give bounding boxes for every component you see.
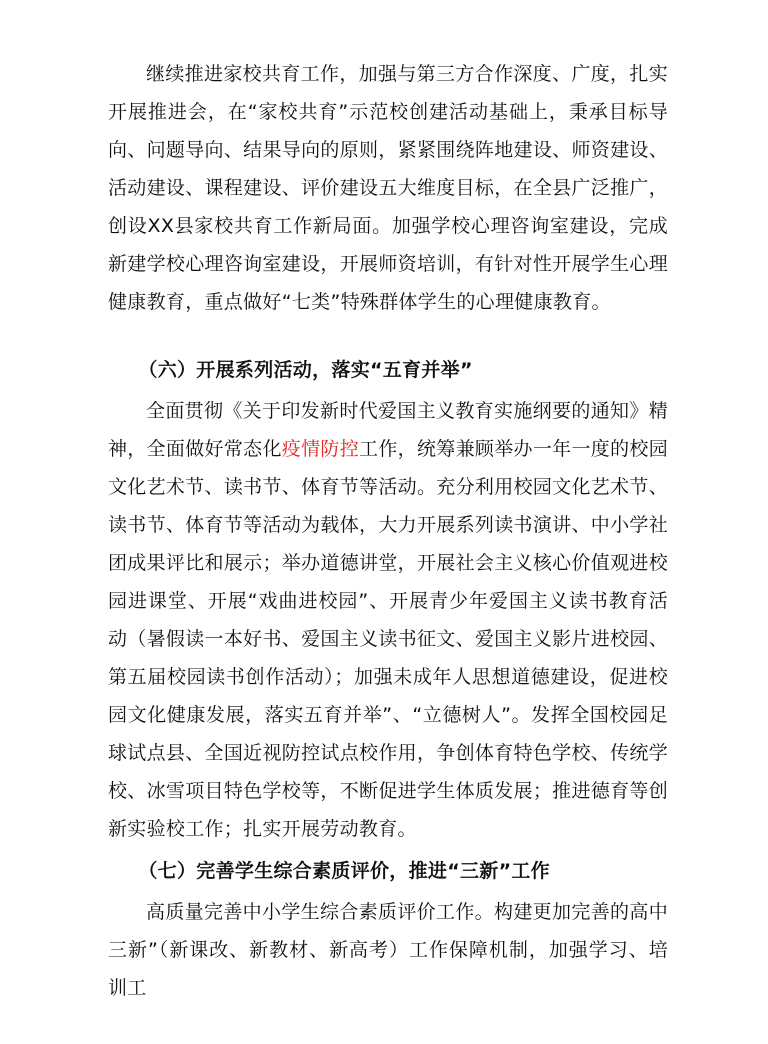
paragraph-activities [108,392,668,848]
paragraph-home-school [108,55,668,321]
section-heading-6: （六）开展系列活动，落实“五育并举” [138,359,473,381]
paragraph-text: 继续推进家校共育工作，加强与第三方合作深度、广度，扎实开展推进会，在“家校共育”示范校创建活动基础上，秉承目标导向、问题导向、结果导向的原则，紧紧围绕阵地建设、师资建设、活动建设、课程建设、评价建设五大维度目标，在全县广泛推广，创设XX县家校共育工作新局面。加强学校心理咨询室建设，完成新建学校心理咨询室建设，开展师资培训，有针对性开展学生心理健康教育，重点做好“七类”特殊群体学生的心理健康教育。 [108,63,668,313]
paragraph-evaluation [108,893,668,1007]
text-run: 工作，统筹兼顾举办一年一度的校园文化艺术节、读书节、体育节等活动。充分利用校园文化艺术节、读书节、体育节等活动为载体，大力开展系列读书演讲、中小学社团成果评比和展示；举办道德讲堂，开展社会主义核心价值观进校园进课堂、开展“戏曲进校园”、开展青少年爱国主义读书教育活动（暑假读一本好书、爱国主义读书征文、爱国主义影片进校园、第五届校园读书创作活动）；加强未成年人思想道德建设，促进校园文化健康发展，落实五育并举”、“立德树人”。发挥全国校园足球试点县、全国近视防控试点校作用，争创体育特色学校、传统学校、冰雪项目特色学校等，不断促进学生体质发展；推进德育等创新实验校工作；扎实开展劳动教育。 [108,438,668,840]
text-run: 全面贯彻《关于印发新时代爱国主义教育实施纲要的通知》精神，全面做好常态化 [108,400,668,460]
paragraph-text: 高质量完善中小学生综合素质评价工作。构建更加完善的高中三新”（新课改、新教材、新高考）工作保障机制，加强学习、培训工 [108,901,668,999]
paragraph-text [108,392,668,848]
section-heading-7: （七）完善学生综合素质评价，推进“三新”工作 [138,860,550,882]
highlighted-text: 疫情防控 [281,438,360,460]
